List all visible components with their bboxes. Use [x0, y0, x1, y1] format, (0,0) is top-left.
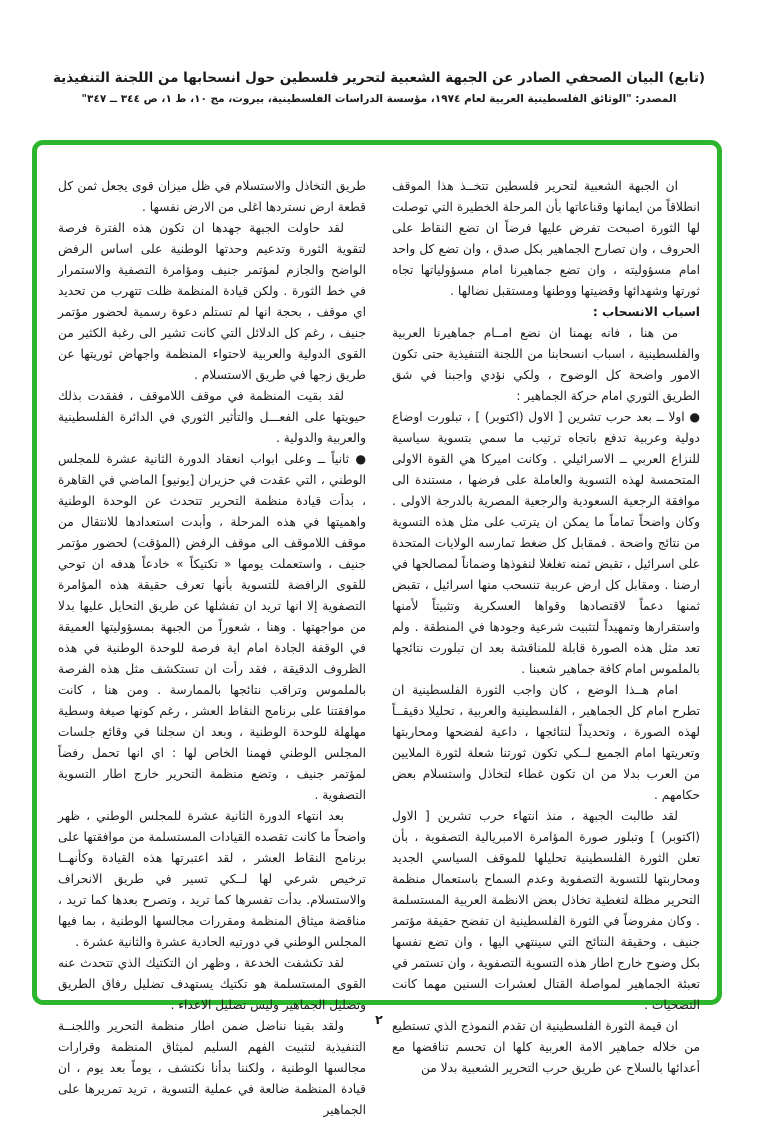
- body-paragraph: لقد حاولت الجبهة جهدها ان تكون هذه الفترة فرصة لتقوية الثورة وتدعيم وحدتها الوطنية على اساس الرفض الواضح والجازم لمؤتمر جنيف ومؤامرة التصفية والاستمرار في خط الثورة . ولكن قيادة المنظمة ظلت تتهرب من تحديد اي موقف ، بحجة انها لم تستلم دعوة رسمية لحضور مؤتمر جنيف ، رغم كل الدلائل التي كانت تشير الى رغبة الكثير من القوى الدولية والعربية لاحتواء المنظمة واجهاض ثوريتها عن طريق زجها في طريق الاستسلام .: [58, 221, 366, 382]
- column-left: [58, 176, 366, 1117]
- page-header: [0, 70, 758, 105]
- page-frame: [32, 140, 722, 1117]
- body-paragraph: من هنا ، فانه يهمنا ان نضع امــام جماهيرنا العربية والفلسطينية ، اسباب انسحابنا من اللجنة التنفيذية حتى تكون الامور واضحة كل الوضوح ، ولكي نؤدي واجبنا في شق الطريق الثوري امام حركة الجماهير :: [392, 326, 700, 403]
- bullet-paragraph: ● ثانياً ــ وعلى ابواب انعقاد الدورة الثانية عشرة للمجلس الوطني ، التي عقدت في حزيران [يونيو] الماضي في القاهرة ، بدأت قيادة منظمة التحرير تتحدث عن الوحدة الوطنية واهميتها في هذه المرحلة ، وأبدت استعدادها للانتقال من موقف اللاموقف الى موقف الرفض (المؤقت) لحضور مؤتمر جنيف ، واستعملت يومها « تكتيكاً » خادعاً هدفه ان توحي للقوى الرافضة للتسوية بأنها تعرف حقيقة هذه المؤامرة التصفوية إلا انها تريد ان تفشلها عن طريق التحايل عليها بدلا من مواجهتها . وهنا ، شعوراً من الجبهة بمسؤوليتها العميقة في الوقفة الجادة امام اية فرصة للوحدة الوطنية في هذه الظروف الدقيقة ، فقد رأت ان تستكشف مثل هذه الفرصة بالملموس وتراقب نتائجها بالممارسة . ومن هنا ، كانت موافقتنا على برنامج النقاط العشر ، رغم كونها صيغة وسطية مهلهلة للوحدة الوطنية ، وبعد ان سجلنا في وقائع جلسات المجلس الوطني فهمنا الخاص لها : اي انها تحمل رفضاً لمؤتمر جنيف ، وتضع منظمة التحرير خارج اطار التسوية التصفوية .: [58, 452, 366, 802]
- body-paragraph: بعد انتهاء الدورة الثانية عشرة للمجلس الوطني ، ظهر واضحاً ما كانت تقصده القيادات المستسلمة من موافقتها على برنامج النقاط العشر ، لقد اعتبرتها هذه القيادة وكأنهــا ترخيص شرعي لها لــكي تسير في طريق الانحراف والاستسلام. بدأت تفسرها كما تريد ، وتصرح بعدها كما تريد ، مناقضة ميثاق المنظمة ومقررات مجالسها الوطنية ، بما فيها المجلس الوطني في دورتيه الحادية عشرة والثانية عشرة .: [58, 809, 366, 949]
- body-paragraph: طريق التخاذل والاستسلام في ظل ميزان قوى يجعل ثمن كل قطعة ارض نستردها اغلى من الارض نفسها .: [58, 179, 366, 214]
- column-right: [392, 176, 700, 1075]
- body-paragraph: لقد تكشفت الخدعة ، وظهر ان التكتيك الذي تتحدث عنه القوى المستسلمة هو تكتيك يستهدف تضليل رفاق الطريق وتضليل الجماهير وليس تضليل الاعداء .: [58, 956, 366, 1012]
- body-paragraph: ولقد بقينا نناضل ضمن اطار منظمة التحرير واللجنــة التنفيذية لتثبيت الفهم السليم لميثاق المنظمة وقرارات مجالسها الوطنية ، ولكننا بدأنا نكتشف ، يوماً بعد يوم ، ان قيادة المنظمة ضالعة في عملية التسوية ، تريد تمريرها على الجماهير: [58, 1019, 366, 1117]
- body-paragraph: لقد بقيت المنظمة في موقف اللاموقف ، ففقدت بذلك حيويتها على الفعـــل والتأثير الثوري في الدائرة الفلسطينية والعربية والدولية .: [58, 389, 366, 445]
- document-source-line: المصدر: "الوثائق الفلسطينية العربية لعام ١٩٧٤، مؤسسة الدراسات الفلسطينية، بيروت، مج ١٠، ط ١، ص ٣٤٤ ــ ٣٤٧": [81, 93, 677, 105]
- document-title: (تابع) البيان الصحفي الصادر عن الجبهة الشعبية لتحرير فلسطين حول انسحابها من اللجنة التنفيذية: [52, 70, 706, 86]
- body-paragraph: ان الجبهة الشعبية لتحرير فلسطين تتخــذ هذا الموقف انطلاقاً من ايمانها وقناعاتها بأن المرحلة الخطيرة التي توصلت لها الثورة اصبحت تفرض عليها فرضاً ان تضع النقاط على الحروف ، وان تصارح الجماهير بكل صدق ، وان تضع كل واحد امام مسؤوليته ، وان تضع جماهيرنا امام مسؤولياتها تجاه ثورتها وشهدائها وقضيتها ووطنها ومستقبل نضالها .: [392, 179, 700, 298]
- section-heading: اسباب الانسحاب :: [592, 305, 700, 319]
- bullet-paragraph: ● اولا ــ بعد حرب تشرين [ الاول (اكتوبر) ] ، تبلورت اوضاع دولية وعربية تدفع باتجاه ترتيب ما سمي بتسوية سياسية للنزاع العربي ــ الاسرائيلي . وكانت اميركا هي القوة الاولى المتحمسة لهذه التسوية والعاملة على فرضها ، مستندة الى موافقة الرجعية السعودية والرجعية المصرية بالدرجة الاولى . وكان واضحاً تماماً ما يمكن ان يترتب على مثل هذه التسوية من نتائج واضحة . فمقابل كل ضغط تمارسه الولايات المتحدة على اسرائيل ، تقبض ثمنه تغلغلا لنفوذها وضماناً لمصالحها في ارضنا . ومقابل كل ارض عربية تنسحب منها اسرائيل ، تقبض ثمنها دعماً لاقتصادها وقواها العسكرية وتثبيتاً لأمنها واستقرارها وتمهيداً لتثبيت شرعية وجودها في المنطقة . ولم تعد مثل هذه الصورة قابلة للمناقشة بعد ان تبلورت نتائجها بالملموس امام كافة جماهير شعبنا .: [392, 410, 700, 676]
- page-number: ٢: [375, 1012, 383, 1027]
- body-paragraph: امام هــذا الوضع ، كان واجب الثورة الفلسطينية ان تطرح امام كل الجماهير ، الفلسطينية والعربية ، تحليلا دقيقــاً لهذه الصورة ، وتحديداً لنتائجها ، داعية لفضحها ومحاربتها وتعريتها امام الجميع لــكي تكون ثورتنا شعلة لثورة الملايين من العرب بدلا من ان تكون غطاء لتخاذل واستسلام بعض حكامهم .: [392, 683, 700, 802]
- body-paragraph: لقد طالبت الجبهة ، منذ انتهاء حرب تشرين [ الاول (اكتوبر) ] وتبلور صورة المؤامرة الامبريالية التصفوية ، بأن تعلن الثورة الفلسطينية تحليلها للموقف السياسي الجديد ومحاربتها للتسوية التصفوية وعدم السماح باستعمال منظمة التحرير مظلة لتغطية تخاذل بعض الانظمة العربية المستسلمة . وكان مفروضاً في الثورة الفلسطينية ان تفضح حقيقة مؤتمر جنيف ، وحقيقة النتائج التي سينتهي اليها ، وان تضع نفسها بكل وضوح خارج اطار هذه التسوية التصفوية ، وان تستمر في تعبئة الجماهير لمواصلة القتال لعشرات السنين مهما كانت التضحيات .: [392, 809, 700, 1012]
- body-paragraph: ان قيمة الثورة الفلسطينية ان تقدم النموذج الذي تستطيع من خلاله جماهير الامة العربية كلها ان تحسم تناقضها مع أعدائها بالسلاح عن طريق حرب التحرير الشعبية بدلا من: [392, 1019, 700, 1075]
